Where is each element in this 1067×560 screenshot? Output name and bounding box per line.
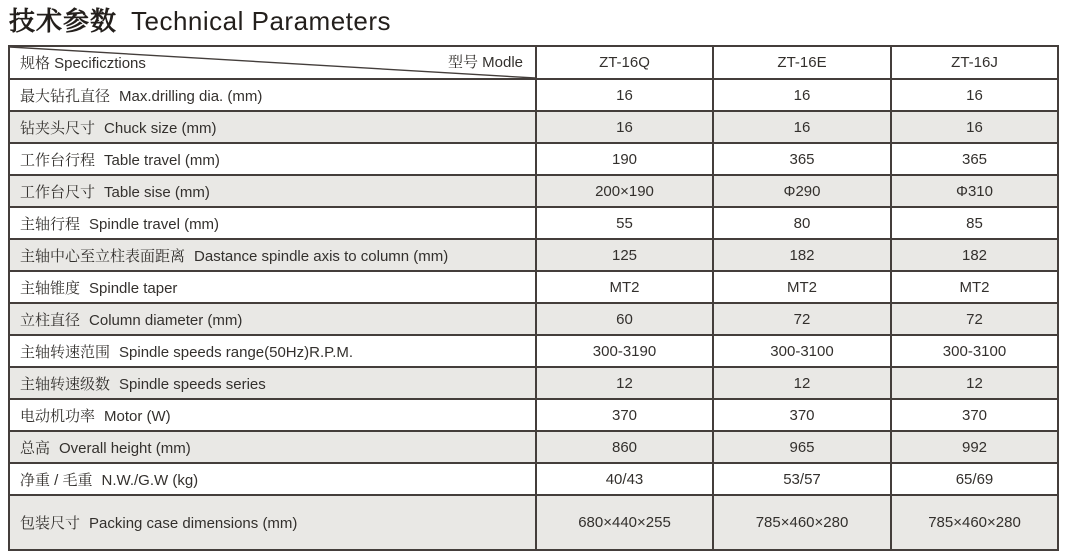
value-cell: 200×190: [536, 175, 713, 207]
value-cell: 12: [536, 367, 713, 399]
value-cell: 55: [536, 207, 713, 239]
spec-label-en: Spindle speeds series: [119, 375, 266, 393]
table-row: [9, 143, 1058, 175]
table-row: [9, 463, 1058, 495]
value-cell: 785×460×280: [891, 495, 1058, 550]
column-header-zt16e: ZT-16E: [713, 46, 891, 79]
corner-cell: [9, 46, 536, 79]
table-header-row: [9, 46, 1058, 79]
value-cell: 182: [891, 239, 1058, 271]
value-cell: 365: [713, 143, 891, 175]
spec-label-zh: 主轴转速范围: [20, 343, 111, 361]
value-cell: 40/43: [536, 463, 713, 495]
spec-label-zh: 钻夹头尺寸: [20, 119, 96, 137]
value-cell: 680×440×255: [536, 495, 713, 550]
spec-label-en: Dastance spindle axis to column (mm): [194, 247, 449, 265]
value-cell: 370: [536, 399, 713, 431]
value-cell: 65/69: [891, 463, 1058, 495]
table-row: [9, 431, 1058, 463]
value-cell: 16: [713, 111, 891, 143]
spec-label-en: Max.drilling dia. (mm): [119, 87, 263, 105]
value-cell: 190: [536, 143, 713, 175]
table-row: [9, 207, 1058, 239]
value-cell: 16: [891, 79, 1058, 111]
spec-label-zh: 主轴中心至立柱表面距离: [20, 247, 186, 265]
page-title-en: Technical Parameters: [131, 6, 392, 36]
spec-label-zh: 电动机功率: [20, 407, 96, 425]
value-cell: 80: [713, 207, 891, 239]
spec-label-zh: 主轴锥度: [20, 279, 81, 297]
table-row: [9, 367, 1058, 399]
value-cell: Φ290: [713, 175, 891, 207]
table-row: [9, 271, 1058, 303]
value-cell: Φ310: [891, 175, 1058, 207]
table-row: [9, 495, 1058, 550]
spec-cell: [9, 367, 536, 399]
table-row: [9, 239, 1058, 271]
value-cell: 182: [713, 239, 891, 271]
value-cell: 365: [891, 143, 1058, 175]
spec-label-zh: 立柱直径: [20, 311, 81, 329]
value-cell: 300-3190: [536, 335, 713, 367]
spec-label-zh: 总高: [20, 439, 51, 457]
spec-label-zh: 净重 / 毛重: [20, 471, 93, 489]
table-row: [9, 79, 1058, 111]
spec-cell: [9, 303, 536, 335]
spec-cell: [9, 239, 536, 271]
spec-cell: [9, 271, 536, 303]
spec-label-zh: 主轴行程: [20, 215, 81, 233]
technical-parameters-table: [8, 45, 1059, 551]
value-cell: 785×460×280: [713, 495, 891, 550]
value-cell: 860: [536, 431, 713, 463]
spec-label-en: Spindle taper: [89, 279, 178, 297]
table-row: [9, 303, 1058, 335]
page-title: [9, 4, 391, 38]
spec-cell: [9, 79, 536, 111]
corner-col-header: 型号 Modle: [447, 54, 523, 71]
spec-label-zh: 主轴转速级数: [20, 375, 111, 393]
value-cell: MT2: [713, 271, 891, 303]
spec-label-en: Table sise (mm): [104, 183, 210, 201]
table-row: [9, 399, 1058, 431]
spec-label-en: Motor (W): [104, 407, 171, 425]
value-cell: 60: [536, 303, 713, 335]
spec-cell: [9, 111, 536, 143]
value-cell: 16: [536, 111, 713, 143]
value-cell: MT2: [891, 271, 1058, 303]
corner-row-header: 规格 Specificztions: [20, 55, 146, 72]
page-title-zh: 技术参数: [9, 6, 118, 36]
value-cell: 12: [713, 367, 891, 399]
column-header-zt16j: ZT-16J: [891, 46, 1058, 79]
spec-cell: [9, 431, 536, 463]
spec-cell: [9, 399, 536, 431]
spec-label-zh: 工作台尺寸: [20, 183, 96, 201]
value-cell: 370: [891, 399, 1058, 431]
value-cell: 125: [536, 239, 713, 271]
spec-label-en: N.W./G.W (kg): [101, 471, 199, 489]
value-cell: 300-3100: [891, 335, 1058, 367]
value-cell: 16: [891, 111, 1058, 143]
value-cell: 16: [713, 79, 891, 111]
spec-cell: [9, 335, 536, 367]
spec-label-en: Spindle travel (mm): [89, 215, 220, 233]
spec-label-en: Chuck size (mm): [104, 119, 217, 137]
value-cell: 300-3100: [713, 335, 891, 367]
spec-label-en: Table travel (mm): [104, 151, 220, 169]
spec-label-en: Column diameter (mm): [89, 311, 243, 329]
value-cell: 12: [891, 367, 1058, 399]
spec-label-en: Packing case dimensions (mm): [89, 515, 298, 532]
value-cell: 16: [536, 79, 713, 111]
value-cell: 370: [713, 399, 891, 431]
spec-label-zh: 最大钻孔直径: [20, 87, 111, 105]
table-row: [9, 175, 1058, 207]
value-cell: 965: [713, 431, 891, 463]
value-cell: MT2: [536, 271, 713, 303]
spec-cell: [9, 175, 536, 207]
value-cell: 85: [891, 207, 1058, 239]
value-cell: 992: [891, 431, 1058, 463]
value-cell: 72: [891, 303, 1058, 335]
spec-cell: [9, 207, 536, 239]
table-row: [9, 111, 1058, 143]
column-header-zt16q: ZT-16Q: [536, 46, 713, 79]
value-cell: 53/57: [713, 463, 891, 495]
table-row: [9, 335, 1058, 367]
spec-cell: [9, 463, 536, 495]
spec-label-zh: 工作台行程: [20, 151, 96, 169]
spec-cell: [9, 495, 536, 550]
spec-label-en: Overall height (mm): [59, 439, 191, 457]
value-cell: 72: [713, 303, 891, 335]
spec-label-en: Spindle speeds range(50Hz)R.P.M.: [119, 343, 354, 361]
spec-label-zh: 包装尺寸: [20, 515, 81, 532]
spec-cell: [9, 143, 536, 175]
